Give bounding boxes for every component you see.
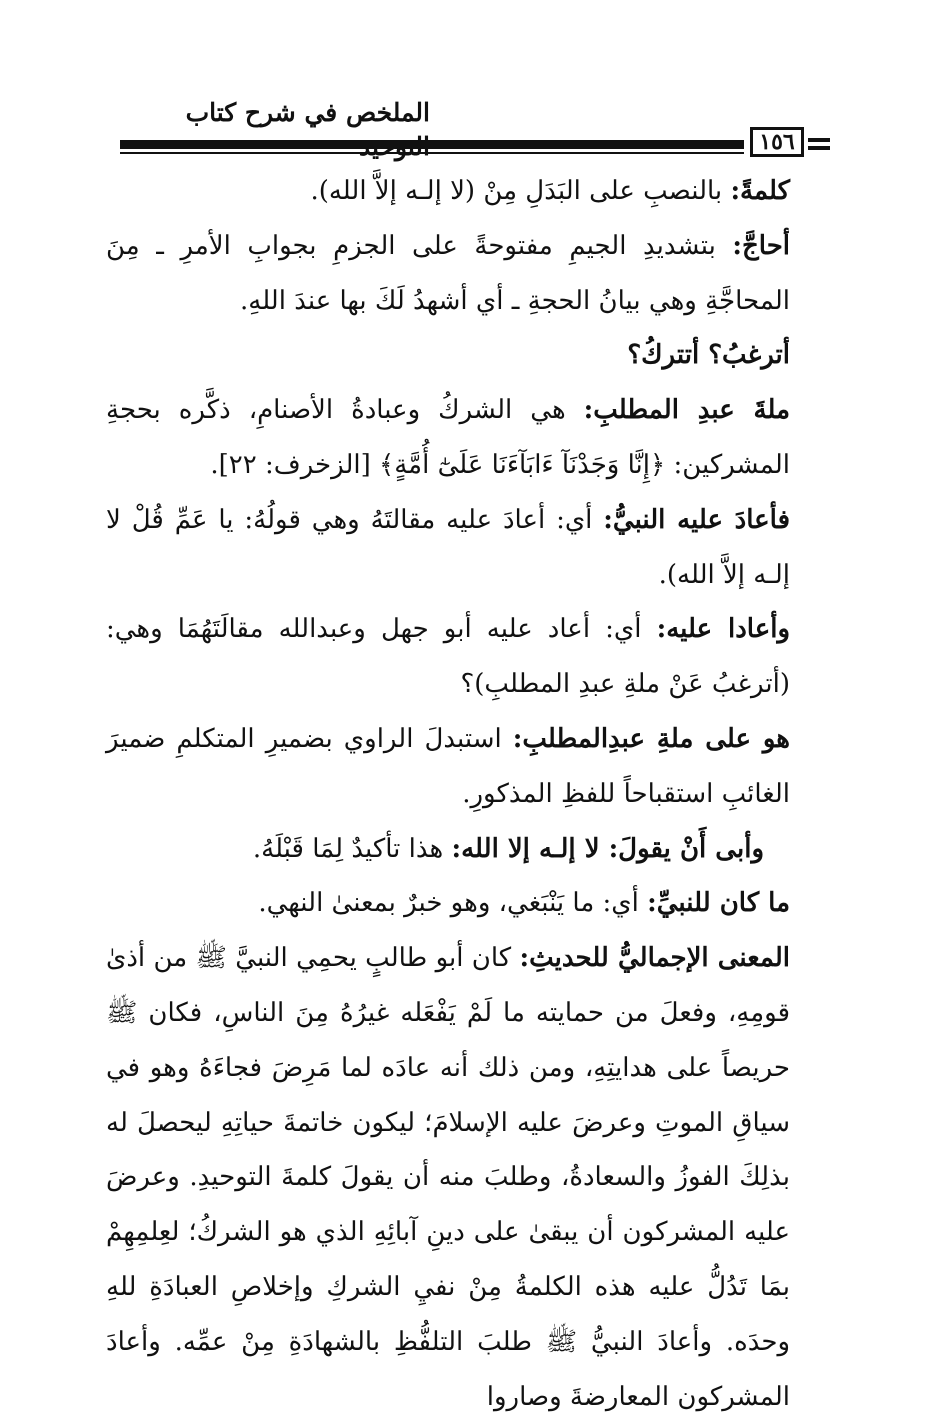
definition: هي الشركُ وعبادةُ الأصنامِ، ذكَّره بحجةِ المشركين: ﴿إِنَّا وَجَدْنَآ ءَابَآءَنَا عَلَىٰٓ أُمَّةٍ﴾ [الزخرف: ٢٢].: [106, 395, 790, 480]
paragraph-wa-aada: [106, 602, 834, 712]
paragraph-wa-aba: [106, 822, 834, 877]
paragraph-huwa-ala: [106, 712, 834, 822]
definition: كان أبو طالبٍ يحمِي النبيَّ ﷺ من أذىٰ قومِهِ، وفعلَ من حمايته ما لَمْ يَفْعَله غيرُهُ مِنَ الناسِ، فكان ﷺ حريصاً على هدايتِهِ، ومن ذلك أنه عادَه لما مَرِضَ فجاءَهُ وهو في سياقِ الموتِ وعرضَ عليه الإسلامَ؛ ليكون خاتمةَ حياتِهِ ليحصلَ له بذلِكَ الفوزُ والسعادةُ، وطلبَ منه أن يقولَ كلمةَ التوحيدِ. وعرضَ عليه المشركون أن يبقىٰ على دينِ آبائِهِ الذي هو الشركُ؛ لعِلمِهِمْ بمَا تَدُلُّ عليه هذه الكلمةُ مِنْ نفيِ الشركِ وإخلاصِ العبادَةِ للهِ وحدَه. وأعادَ النبيُّ ﷺ طلبَ التلفُّظِ بالشهادَةِ مِنْ عمِّه. وأعادَ المشركون المعارضةَ وصاروا: [106, 943, 791, 1412]
header-rule-short-bottom: [808, 146, 830, 150]
term: أحاجَّ:: [732, 230, 790, 261]
term: المعنى الإجماليُّ للحديثِ:: [519, 943, 790, 974]
paragraph-millah: [106, 383, 834, 493]
paragraph-ma-kana: [106, 876, 834, 931]
term: وأعادا عليه:: [656, 614, 791, 645]
header-rule-thin: [120, 152, 744, 154]
paragraph-fa-aada: [106, 493, 834, 603]
paragraph-uhajj: [106, 219, 834, 329]
definition: بالنصبِ على البَدَلِ مِنْ (لا إلـه إلاَّ الله).: [310, 176, 723, 206]
body-text: [106, 164, 834, 1424]
term: هو على ملةِ عبدِالمطلبِ:: [512, 723, 791, 754]
definition: أي: أعادَ عليه مقالتَهُ وهي قولُهُ: يا عَمِّ قُلْ لا إلـه إلاَّ الله).: [106, 504, 790, 590]
term: فأعادَ عليه النبيُّ:: [603, 504, 790, 535]
term: ملةَ عبدِ المطلبِ:: [583, 395, 790, 426]
paragraph-kalimah: [106, 164, 834, 219]
header-rule-thick: [120, 140, 744, 149]
paragraph-general-meaning: [106, 931, 834, 1424]
definition: أي: ما يَنْبَغي، وهو خبرٌ بمعنىٰ النهي.: [258, 888, 639, 919]
definition: هذا تأكيدٌ لِمَا قَبْلَهُ.: [252, 833, 444, 864]
term: ما كان للنبيِّ:: [647, 888, 790, 919]
definition: بتشديدِ الجيمِ مفتوحةً على الجزمِ بجوابِ الأمرِ ـ مِنَ المحاجَّةِ وهي بيانُ الحجةِ ـ أي أشهدُ لَكَ بها عندَ اللهِ.: [106, 230, 790, 316]
header-rule-short-top: [808, 138, 830, 142]
running-title: الملخص في شرح كتاب: [185, 98, 430, 127]
term: كلمةً:: [730, 176, 790, 206]
page-number: ١٥٦: [750, 127, 804, 157]
definition: استبدلَ الراوي بضميرِ المتكلمِ ضميرَ الغائبِ استقباحاً للفظِ المذكورِ.: [106, 723, 790, 809]
definition: أي: أعاد عليه أبو جهل وعبدالله مقالَتَهُمَا وهي: (أترغبُ عَنْ ملةِ عبدِ المطلبِ)؟: [106, 614, 790, 700]
term: وأبى أَنْ يقولَ: لا إلـه إلا الله:: [451, 833, 764, 864]
term: أترغبُ؟ أتتركُ؟: [627, 340, 790, 371]
paragraph-atarghab: [106, 328, 834, 383]
